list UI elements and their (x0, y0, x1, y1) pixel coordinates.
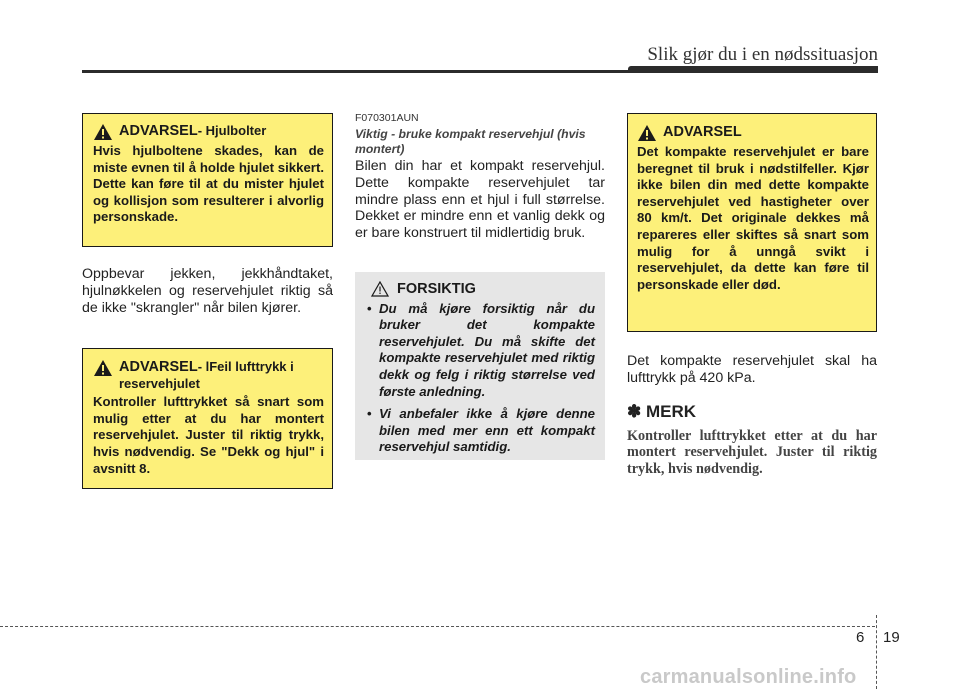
chapter-number: 6 (856, 629, 865, 646)
warning-title: ADVARSEL (663, 124, 742, 140)
compact-spare-paragraph: Bilen din har et kompakt reservehjul. Dette kompakte reservehjulet tar mindre plass enn et hjul i full størrelse. Dekket er mindre enn et vanlig dekk og er bare konstruert til midlertidig bruk. (355, 158, 605, 242)
caution-header (371, 281, 595, 298)
storage-paragraph: Oppbevar jekken, jekkhåndtaket, hjulnøkkelen og reservehjulet riktig så de ikke "skrangler" når bilen kjører. (82, 266, 333, 316)
note-body: Kontroller lufttrykket etter at du har montert reservehjulet. Juster til riktig trykk, hvis nødvendig. (627, 428, 877, 477)
warning-header (637, 124, 869, 142)
caution-item: • Du må kjøre forsiktig når du bruker det kompakte reservehjulet. Du må skifte det kompakte reservehjulet med riktig dekk og felg i riktig størrelse ved første anledning. (365, 301, 595, 401)
warning-body: Hvis hjulboltene skades, kan de miste evnen til å holde hjulet sikkert. Dette kan føre til at du mister hjulet og kollisjon som resulterer i alvorlig personskade. (93, 143, 324, 225)
page-number: 19 (883, 629, 900, 646)
warning-header (93, 123, 324, 141)
warning-box-compact-spare (627, 113, 877, 332)
warning-triangle-icon (93, 123, 113, 141)
warning-box-tire-pressure (82, 348, 333, 489)
note-title: MERK (645, 402, 697, 421)
caution-title: FORSIKTIG (397, 281, 476, 297)
warning-subtitle: - lFeil lufttrykk i reservehjulet (119, 359, 294, 391)
pressure-paragraph: Det kompakte reservehjulet skal ha lufttrykk på 420 kPa. (627, 353, 877, 386)
warning-title: ADVARSEL (119, 123, 198, 139)
warning-subtitle: - Hjulbolter (197, 123, 267, 138)
warning-triangle-icon (93, 359, 113, 377)
section-code: F070301AUN (355, 112, 419, 124)
page-header-title: Slik gjør du i en nødssituasjon (647, 44, 878, 65)
caution-box (355, 272, 605, 460)
note-asterisk-icon: ✽ (627, 402, 642, 421)
watermark: carmanualsonline.info (640, 666, 857, 688)
section-heading: Viktig - bruke kompakt reservehjul (hvis montert) (355, 127, 586, 156)
caution-triangle-icon (371, 281, 389, 297)
caution-list (365, 301, 595, 456)
warning-box-wheel-bolts (82, 113, 333, 247)
header-rule-accent (628, 66, 878, 73)
warning-body: Kontroller lufttrykket så snart som mulig etter at du har montert reservehjulet. Juster til riktig trykk, hvis nødvendig. Se "Dekk og hjul" i avsnitt 8. (93, 394, 324, 476)
warning-body: Det kompakte reservehjulet er bare beregnet til bruk i nødstilfeller. Kjør ikke bilen din med dette kompakte reservehjulet ved hastigheter over 80 km/t. Det originale dekkes må repareres eller skiftes så snart som mulig for å unngå svikt i reservehjulet, da dette kan føre til personskade eller død. (637, 144, 869, 292)
footer-rule (0, 626, 875, 627)
warning-title: ADVARSEL (119, 359, 198, 375)
caution-item: • Vi anbefaler ikke å kjøre denne bilen med mer enn ett kompakt reservehjul samtidig. (365, 406, 595, 456)
warning-header (93, 359, 324, 392)
warning-triangle-icon (637, 124, 657, 142)
footer-divider (876, 615, 877, 689)
note-heading (627, 402, 696, 422)
